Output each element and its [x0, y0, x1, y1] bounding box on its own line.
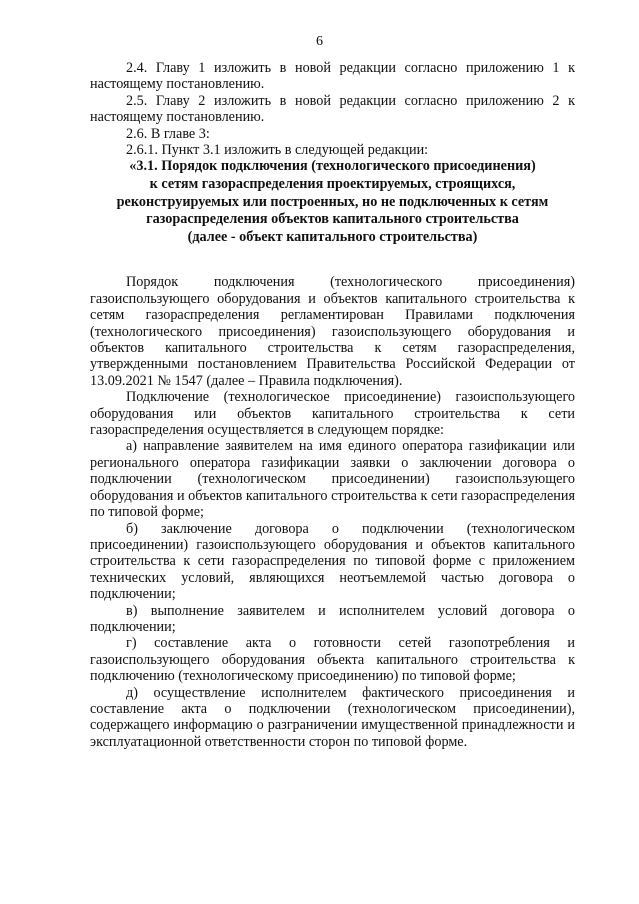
- paragraph-2-6-1: 2.6.1. Пункт 3.1 изложить в следующей редакции:: [126, 142, 429, 159]
- page-number: 6: [316, 34, 323, 49]
- paragraph-2-6: 2.6. В главе 3:: [126, 125, 210, 142]
- section-heading: [90, 158, 575, 246]
- heading-line: реконструируемых или построенных, но не подключенных к сетям: [116, 193, 549, 210]
- paragraph-2-4: 2.4. Главу 1 изложить в новой редакции согласно приложению 1 к настоящему постановлению.: [90, 60, 575, 93]
- paragraph-connection-steps-intro: Подключение (технологическое присоединение) газоиспользующего оборудования или объектов капитального строительства к сети газораспределения осуществляется в следующем порядке:: [90, 389, 575, 439]
- heading-line: «3.1. Порядок подключения (технологического присоединения): [129, 158, 536, 175]
- list-item-b: б) заключение договора о подключении (технологическом присоединении) газоиспользующего оборудования и объектов капитального строительства к сети газораспределения по типовой форме с приложением технических условий, являющихся неотъемлемой частью договора о подключении;: [90, 520, 575, 603]
- document-body: [90, 60, 575, 750]
- heading-line: (далее - объект капитального строительства): [187, 228, 478, 245]
- paragraph-connection-order: Порядок подключения (технологического присоединения) газоиспользующего оборудования и объектов капитального строительства к сетям газораспределения регламентирован Правилами подключения (технологического присоединения) газоиспользующего оборудования и объектов капитального строительства к сетям газораспределения, утвержденными постановлением Правительства Российской Федерации от 13.09.2021 № 1547 (далее – Правила подключения).: [90, 274, 575, 389]
- list-item-g: г) составление акта о готовности сетей газопотребления и газоиспользующего оборудования объекта капитального строительства к подключению (технологическому присоединению) по типовой форме;: [90, 635, 575, 685]
- heading-line: к сетям газораспределения проектируемых, строящихся,: [149, 176, 516, 193]
- heading-line: газораспределения объектов капитального строительства: [146, 211, 519, 228]
- spacer: [90, 246, 575, 274]
- list-item-a: а) направление заявителем на имя единого оператора газификации или регионального оператора газификации заявки о заключении договора о подключении (технологическом присоединении) газоиспользующего оборудования и объектов капитального строительства к сети газораспределения по типовой форме;: [90, 438, 575, 521]
- paragraph-2-5: 2.5. Главу 2 изложить в новой редакции согласно приложению 2 к настоящему постановлению.: [90, 92, 575, 126]
- list-item-d: д) осуществление исполнителем фактического присоединения и составление акта о подключении (технологическом присоединении), содержащего информацию о разграничении имущественной принадлежности и эксплуатационной ответственности сторон по типовой форме.: [90, 684, 575, 750]
- list-item-v: в) выполнение заявителем и исполнителем условий договора о подключении;: [90, 602, 575, 635]
